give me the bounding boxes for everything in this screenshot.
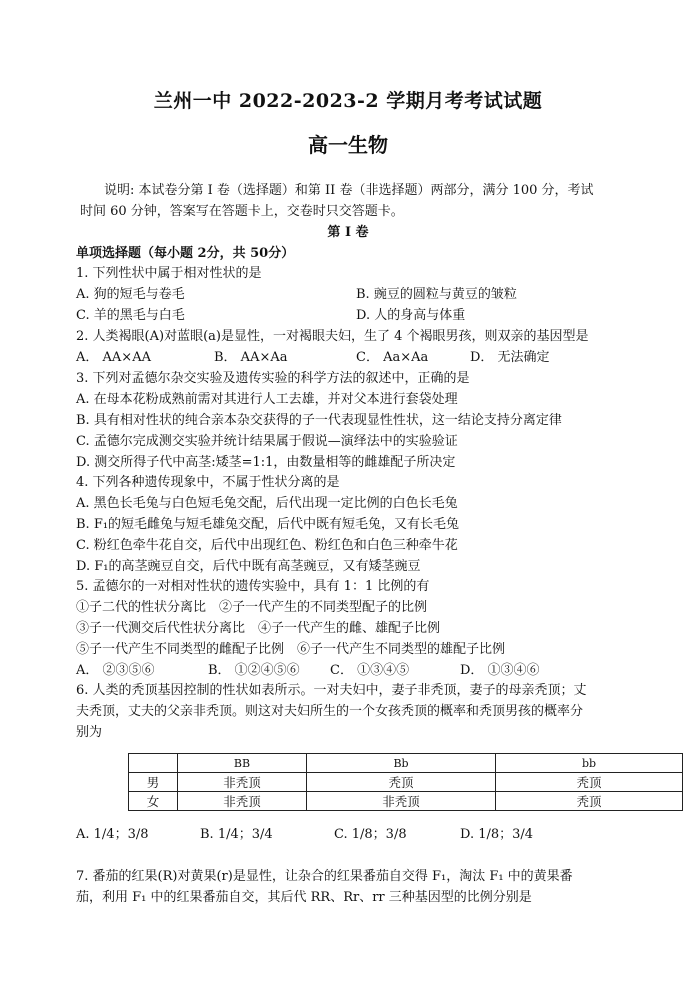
table-cell: 秃顶 [496, 773, 683, 792]
question-1-option-b: B. 豌豆的圆粒与黄豆的皱粒 [356, 287, 517, 302]
instructions-line-2: 时间 60 分钟，答案写在答题卡上，交卷时只交答题卡。 [80, 204, 404, 219]
question-5-option-b: B． ①②④⑤⑥ [208, 663, 300, 678]
question-1-option-a: A. 狗的短毛与卷毛 [76, 287, 185, 302]
question-3-option-c: C. 孟德尔完成测交实验并统计结果属于假说—演绎法中的实验验证 [76, 434, 458, 449]
question-1-option-c: C. 羊的黑毛与白毛 [76, 308, 185, 323]
table-row [129, 792, 683, 811]
question-2-option-b: B． AA×Aa [214, 350, 288, 365]
question-7-stem-line-1: 7. 番茄的红果(R)对黄果(r)是显性，让杂合的红果番茄自交得 F₁，淘汰 F₁ 中的黄果番 [76, 869, 573, 884]
question-5-option-c: C． ①③④⑤ [330, 663, 410, 678]
table-cell: 秃顶 [496, 792, 683, 811]
question-4-option-c: C. 粉红色牵牛花自交，后代中出现红色、粉红色和白色三种牵牛花 [76, 538, 458, 553]
exam-title: 兰州一中 2022-2023-2 学期月考考试试题 [153, 90, 543, 112]
question-4-option-a: A. 黑色长毛兔与白色短毛兔交配，后代出现一定比例的白色长毛兔 [76, 496, 458, 511]
question-4-option-b: B. F₁的短毛雌兔与短毛雄兔交配，后代中既有短毛兔，又有长毛兔 [76, 517, 460, 532]
question-2-option-d: D． 无法确定 [470, 350, 550, 365]
question-6-option-c: C. 1/8；3/8 [334, 827, 407, 842]
table-header-cell: bb [496, 754, 683, 773]
question-2-stem: 2. 人类褐眼(A)对蓝眼(a)是显性，一对褐眼夫妇，生了 4 个褐眼男孩，则双亲的基因型是 [76, 329, 589, 344]
part-title: 第 I 卷 [327, 225, 369, 240]
question-5-option-d: D． ①③④⑥ [460, 663, 540, 678]
question-3-option-d: D. 测交所得子代中高茎:矮茎=1:1，由数量相等的雌雄配子所决定 [76, 455, 456, 470]
question-5-stem: 5. 孟德尔的一对相对性状的遗传实验中，具有 1：1 比例的有 [76, 579, 430, 594]
question-1-option-d: D. 人的身高与体重 [356, 308, 466, 323]
question-3-option-b: B. 具有相对性状的纯合亲本杂交获得的子一代表现显性性状，这一结论支持分离定律 [76, 413, 562, 428]
question-2-option-c: C． Aa×Aa [356, 350, 429, 365]
table-header-cell: BB [178, 754, 307, 773]
exam-subtitle: 高一生物 [308, 133, 388, 157]
question-6-stem-line-2: 夫秃顶，丈夫的父亲非秃顶。则这对夫妇所生的一个女孩秃顶的概率和秃顶男孩的概率分 [76, 704, 584, 719]
table-cell: 女 [129, 792, 178, 811]
table-header-cell: Bb [307, 754, 496, 773]
table-cell: 非秃顶 [178, 773, 307, 792]
question-7-stem-line-2: 茄，利用 F₁ 中的红果番茄自交，其后代 RR、Rr、rr 三种基因型的比例分别是 [76, 890, 532, 905]
question-6-stem-line-1: 6. 人类的秃顶基因控制的性状如表所示。一对夫妇中，妻子非秃顶，妻子的母亲秃顶；丈 [76, 683, 587, 698]
question-6-option-a: A. 1/4；3/8 [76, 827, 149, 842]
question-5-item-2: ③子一代测交后代性状分离比 ④子一代产生的雌、雄配子比例 [76, 621, 441, 636]
question-5-item-3: ⑤子一代产生不同类型的雌配子比例 ⑥子一代产生不同类型的雄配子比例 [76, 642, 506, 657]
table-cell: 男 [129, 773, 178, 792]
question-6-option-b: B. 1/4；3/4 [200, 827, 273, 842]
section-title: 单项选择题（每小题 2分，共 50分） [76, 246, 295, 261]
question-6-option-d: D. 1/8；3/4 [460, 827, 534, 842]
question-3-stem: 3. 下列对孟德尔杂交实验及遗传实验的科学方法的叙述中，正确的是 [76, 371, 470, 386]
table-cell: 非秃顶 [307, 792, 496, 811]
question-3-option-a: A. 在母本花粉成熟前需对其进行人工去雄，并对父本进行套袋处理 [76, 392, 458, 407]
baldness-genotype-table [128, 753, 683, 811]
question-4-option-d: D. F₁的高茎豌豆自交，后代中既有高茎豌豆，又有矮茎豌豆 [76, 559, 421, 574]
instructions-line-1: 说明: 本试卷分第 I 卷（选择题）和第 II 卷（非选择题）两部分，满分 100 分，考试 [104, 183, 594, 198]
question-4-stem: 4. 下列各种遗传现象中，不属于性状分离的是 [76, 475, 340, 490]
table-cell: 非秃顶 [178, 792, 307, 811]
question-1-stem: 1. 下列性状中属于相对性状的是 [76, 266, 262, 281]
question-2-option-a: A． AA×AA [76, 350, 151, 365]
table-header-cell [129, 754, 178, 773]
question-6-stem-line-3: 别为 [76, 725, 103, 740]
question-5-item-1: ①子二代的性状分离比 ②子一代产生的不同类型配子的比例 [76, 600, 428, 615]
table-cell: 秃顶 [307, 773, 496, 792]
table-header-row [129, 754, 683, 773]
table-row [129, 773, 683, 792]
question-5-option-a: A． ②③⑤⑥ [76, 663, 155, 678]
